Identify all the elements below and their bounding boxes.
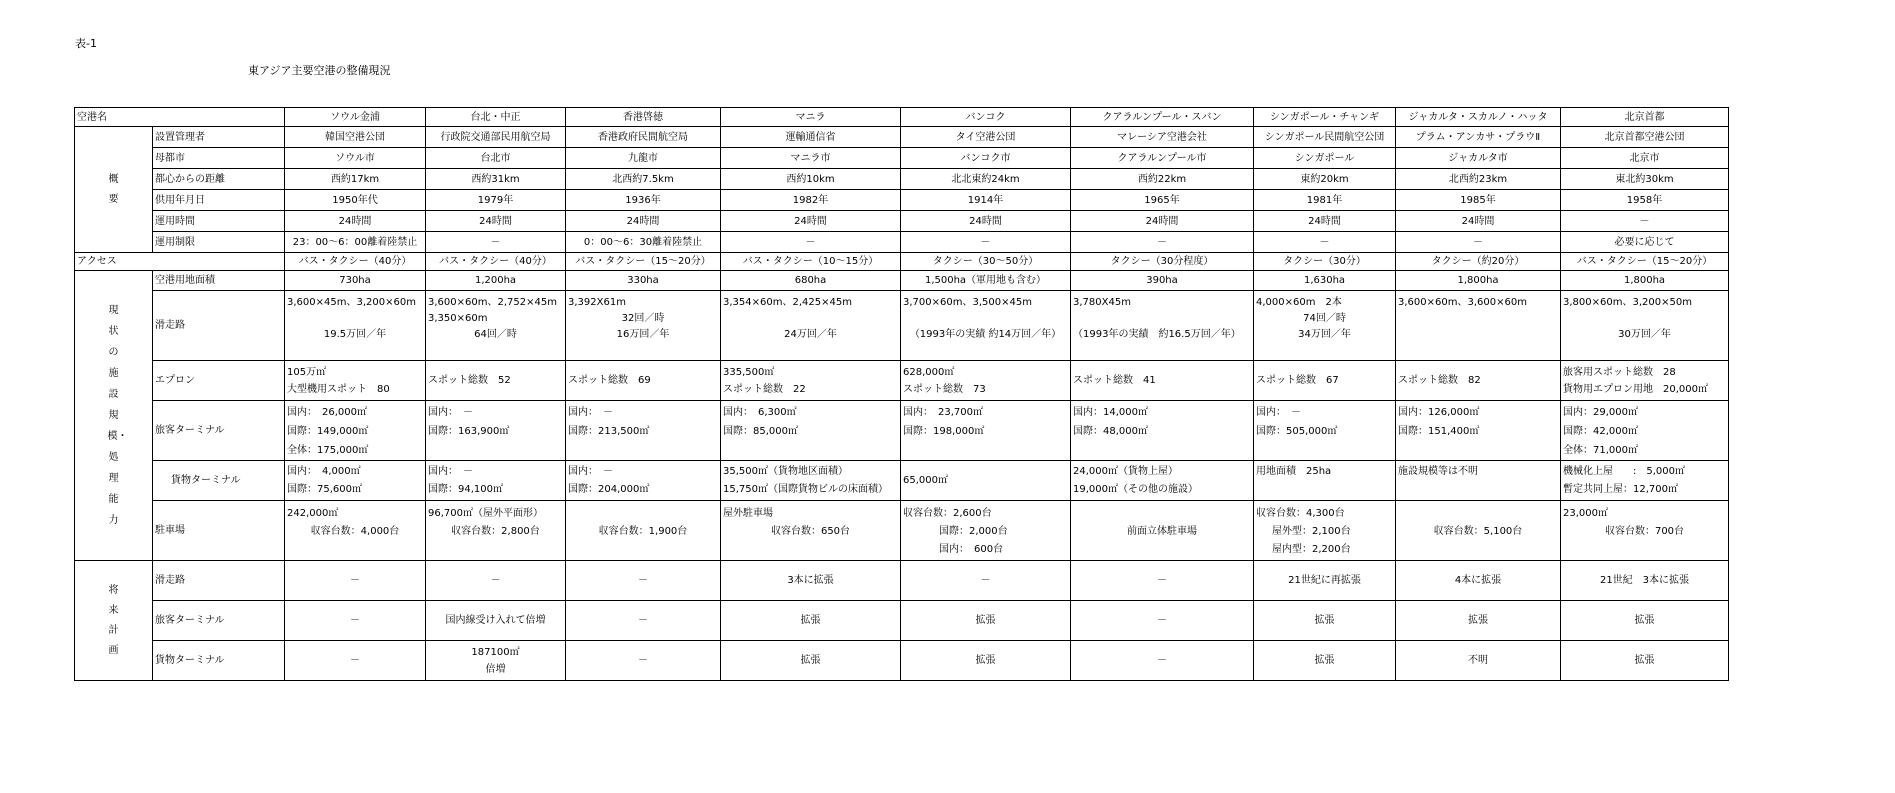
cell-line: 242,000㎡ xyxy=(287,508,339,519)
cell-line: 倍増 xyxy=(485,663,506,675)
cell xyxy=(901,501,1071,561)
cell xyxy=(1254,501,1396,561)
cell-line: （1993年の実績 約16.5万回／年） xyxy=(1073,329,1241,340)
cell-line: 32回／時 xyxy=(621,313,665,324)
cell-line: 国内： 23,700㎡ xyxy=(903,407,983,418)
cell-line: 国際：48,000㎡ xyxy=(1073,426,1148,437)
cell-line: 収容台数：2,600台 xyxy=(903,508,992,519)
cell-line: 628,000㎡ xyxy=(903,366,955,378)
cell: － xyxy=(285,641,426,681)
cell-line: 国際：94,100㎡ xyxy=(428,483,503,495)
cell: クアラルンプール市 xyxy=(1071,148,1254,169)
area-row xyxy=(75,271,1729,291)
cell-line: スポット総数 22 xyxy=(723,383,806,395)
cell-line: 30万回／年 xyxy=(1618,329,1671,340)
cell: － xyxy=(1071,601,1254,641)
cell: 1,800ha xyxy=(1396,271,1561,291)
cell: 北西約7.5km xyxy=(566,169,721,190)
cell: 拡張 xyxy=(1254,641,1396,681)
cell xyxy=(1396,291,1561,361)
cell-line: 国際：149,000㎡ xyxy=(287,426,369,437)
cell xyxy=(901,461,1071,501)
cell: － xyxy=(426,232,566,253)
cell-line: スポット総数 82 xyxy=(1398,375,1481,386)
access-row xyxy=(75,253,1729,271)
cell-line: 収容台数：700台 xyxy=(1604,526,1685,537)
row-label: 旅客ターミナル xyxy=(153,601,285,641)
cell: プラム・アンカサ・プラウⅡ xyxy=(1396,127,1561,148)
cell: シンガポール xyxy=(1254,148,1396,169)
cell: ソウル市 xyxy=(285,148,426,169)
cell-line: 収容台数：1,900台 xyxy=(598,526,688,537)
cell: 1958年 xyxy=(1561,190,1729,211)
cell: － xyxy=(721,232,901,253)
parking-row xyxy=(75,501,1729,561)
cell-line: 国際：198,000㎡ xyxy=(903,426,985,437)
overview-row xyxy=(75,211,1729,232)
cell: － xyxy=(1254,232,1396,253)
row-label: 供用年月日 xyxy=(153,190,285,211)
cell-line: 国内： － xyxy=(428,407,473,418)
section-current: 現状の施設規模・処理能力 xyxy=(75,271,153,561)
cell: 21世紀 3本に拡張 xyxy=(1561,561,1729,601)
overview-row xyxy=(75,148,1729,169)
cell-line: 国内： 600台 xyxy=(939,544,1004,555)
section-future: 将来計画 xyxy=(75,561,153,681)
airport-comparison-table xyxy=(74,107,1729,681)
cell xyxy=(426,641,566,681)
cell xyxy=(1071,461,1254,501)
cell-line: 屋外駐車場 xyxy=(723,508,773,519)
cell: ジャカルタ市 xyxy=(1396,148,1561,169)
cell: 330ha xyxy=(566,271,721,291)
cell: 台北市 xyxy=(426,148,566,169)
row-label: 滑走路 xyxy=(153,291,285,361)
cell: 必要に応じて xyxy=(1561,232,1729,253)
cell xyxy=(566,291,721,361)
cell-line: 15,750㎡（国際貨物ビルの床面積） xyxy=(723,483,888,495)
section-overview: 概要 xyxy=(75,127,153,253)
cell: 拡張 xyxy=(1396,601,1561,641)
cell: 香港政府民間航空局 xyxy=(566,127,721,148)
cell: 拡張 xyxy=(1561,641,1729,681)
cell: 1,500ha（軍用地も含む） xyxy=(901,271,1071,291)
cell-line: 335,500㎡ xyxy=(723,366,775,378)
cell xyxy=(1254,401,1396,461)
cell: － xyxy=(426,561,566,601)
row-label: 滑走路 xyxy=(153,561,285,601)
cell-line: 国内：126,000㎡ xyxy=(1398,407,1480,418)
row-label: アクセス xyxy=(75,253,285,271)
row-label: 運用制限 xyxy=(153,232,285,253)
cell-line: 3,780X45m xyxy=(1073,297,1131,308)
overview-row xyxy=(75,169,1729,190)
cell: マレーシア空港会社 xyxy=(1071,127,1254,148)
cell: － xyxy=(566,601,721,641)
cell: 24時間 xyxy=(1396,211,1561,232)
cell-line: 国内：14,000㎡ xyxy=(1073,407,1148,418)
row-label: 都心からの距離 xyxy=(153,169,285,190)
cell xyxy=(566,461,721,501)
cell: － xyxy=(1071,561,1254,601)
cell-line: 用地面積 25ha xyxy=(1256,466,1332,477)
cell-line: 国内： 6,300㎡ xyxy=(723,407,797,418)
cell: 1,800ha xyxy=(1561,271,1729,291)
cell-line: 国際：42,000㎡ xyxy=(1563,426,1638,437)
cell-line: 19.5万回／年 xyxy=(323,329,387,340)
cell xyxy=(1561,461,1729,501)
cell-line: 96,700㎡（屋外平面形） xyxy=(428,508,543,519)
runway-row xyxy=(75,291,1729,361)
cell xyxy=(426,361,566,401)
cell xyxy=(285,501,426,561)
cell xyxy=(426,291,566,361)
cell-line: 24万回／年 xyxy=(784,329,837,340)
cell-line: スポット総数 73 xyxy=(903,383,986,395)
cell xyxy=(1396,401,1561,461)
cell-line: 国際：151,400㎡ xyxy=(1398,426,1480,437)
cell xyxy=(1254,361,1396,401)
cell: 西約31km xyxy=(426,169,566,190)
airport-name: シンガポール・チャンギ xyxy=(1254,108,1396,127)
cell-line: 国際：2,000台 xyxy=(939,526,1008,537)
cell xyxy=(901,361,1071,401)
cell: － xyxy=(566,641,721,681)
cell xyxy=(566,401,721,461)
cell-line: 3,600×60m、3,600×60m xyxy=(1398,297,1527,308)
cell xyxy=(426,501,566,561)
cell: 1914年 xyxy=(901,190,1071,211)
cell xyxy=(721,401,901,461)
overview-row xyxy=(75,190,1729,211)
cell xyxy=(721,501,901,561)
cell xyxy=(285,461,426,501)
cell: － xyxy=(1071,232,1254,253)
cell xyxy=(426,461,566,501)
cell-line: 3,350×60m xyxy=(428,313,488,324)
cell-line: 24,000㎡（貨物上屋） xyxy=(1073,465,1178,477)
cell: バス・タクシー（40分） xyxy=(285,253,426,271)
cell: － xyxy=(285,561,426,601)
cell-line: 国内： 26,000㎡ xyxy=(287,407,367,418)
cell: バス・タクシー（15～20分） xyxy=(566,253,721,271)
cell-line: スポット総数 52 xyxy=(428,375,511,386)
cell: 不明 xyxy=(1396,641,1561,681)
row-label: 貨物ターミナル xyxy=(153,641,285,681)
cell: 1936年 xyxy=(566,190,721,211)
cell: 拡張 xyxy=(1561,601,1729,641)
cell: 24時間 xyxy=(1254,211,1396,232)
cell-line: 23,000㎡ xyxy=(1563,508,1608,519)
cell-line: 機械化上屋 : 5,000㎡ xyxy=(1563,465,1685,477)
cell-line: 105万㎡ xyxy=(287,366,327,378)
corner-label: 空港名 xyxy=(75,108,285,127)
cell xyxy=(1561,361,1729,401)
cell xyxy=(426,401,566,461)
cell-line: 3,392X61m xyxy=(568,297,626,308)
apron-row xyxy=(75,361,1729,401)
cell-line: 64回／時 xyxy=(474,329,517,340)
overview-row xyxy=(75,232,1729,253)
cell: － xyxy=(901,561,1071,601)
cell-line: 34万回／年 xyxy=(1298,329,1351,340)
future-row xyxy=(75,561,1729,601)
row-label: 貨物ターミナル xyxy=(153,461,285,501)
cell xyxy=(1254,461,1396,501)
cell: 0：00～6：30離着陸禁止 xyxy=(566,232,721,253)
cell: 北西約23km xyxy=(1396,169,1561,190)
cell: － xyxy=(1071,641,1254,681)
cell-line: 19,000㎡（その他の施設） xyxy=(1073,483,1198,495)
cell: タクシー（30～50分） xyxy=(901,253,1071,271)
table-title: 東アジア主要空港の整備現況 xyxy=(248,64,391,77)
cell: － xyxy=(1396,232,1561,253)
cell-line: 16万回／年 xyxy=(616,329,670,340)
cell-line: 国際：213,500㎡ xyxy=(568,426,650,437)
cell: 北京首都空港公団 xyxy=(1561,127,1729,148)
cell: マニラ市 xyxy=(721,148,901,169)
cell: 拡張 xyxy=(1254,601,1396,641)
cell: 西約22km xyxy=(1071,169,1254,190)
cell-line: 4,000×60m 2本 xyxy=(1256,297,1342,308)
cell xyxy=(1396,501,1561,561)
header-row xyxy=(75,108,1729,127)
cell: タクシー（30分） xyxy=(1254,253,1396,271)
airport-name: バンコク xyxy=(901,108,1071,127)
cell-line: 国際：75,600㎡ xyxy=(287,483,362,495)
cell-line: スポット総数 41 xyxy=(1073,375,1156,386)
cell-line: 前面立体駐車場 xyxy=(1127,526,1197,537)
cell: シンガポール民間航空公団 xyxy=(1254,127,1396,148)
cell: 1965年 xyxy=(1071,190,1254,211)
cell xyxy=(1561,401,1729,461)
cell: 24時間 xyxy=(901,211,1071,232)
airport-name: 北京首都 xyxy=(1561,108,1729,127)
cell-line: 74回／時 xyxy=(1303,313,1346,324)
cell-line: 3,600×60m、2,752×45m xyxy=(428,297,557,308)
cell-line: 収容台数：4,300台 xyxy=(1256,508,1345,519)
cell xyxy=(1396,461,1561,501)
cell xyxy=(1561,501,1729,561)
cell xyxy=(901,401,1071,461)
cell-line: （1993年の実績 約14万回／年） xyxy=(909,329,1062,340)
cell-line: 国際：163,900㎡ xyxy=(428,426,510,437)
cell-line: 収容台数：4,000台 xyxy=(310,526,400,537)
cell: 韓国空港公団 xyxy=(285,127,426,148)
cell: 拡張 xyxy=(721,601,901,641)
future-row xyxy=(75,601,1729,641)
airport-name: クアラルンプール・スバン xyxy=(1071,108,1254,127)
cell xyxy=(1071,361,1254,401)
cell-line: 屋内型：2,200台 xyxy=(1272,544,1351,555)
cell: 東北約30km xyxy=(1561,169,1729,190)
cell: 拡張 xyxy=(901,641,1071,681)
cell: 1,200ha xyxy=(426,271,566,291)
cell-line: 国内： 4,000㎡ xyxy=(287,465,361,477)
cell-line: 国内： － xyxy=(1256,407,1301,418)
row-label: 駐車場 xyxy=(153,501,285,561)
cell xyxy=(1071,501,1254,561)
row-label: 運用時間 xyxy=(153,211,285,232)
airport-name: 台北・中正 xyxy=(426,108,566,127)
cell: 1979年 xyxy=(426,190,566,211)
cell-line: 屋外型：2,100台 xyxy=(1272,526,1351,537)
cell: 東約20km xyxy=(1254,169,1396,190)
cell xyxy=(566,361,721,401)
cell: タイ空港公団 xyxy=(901,127,1071,148)
cell-line: スポット総数 69 xyxy=(568,375,651,386)
cell: 行政院交通部民用航空局 xyxy=(426,127,566,148)
cell-line: 3,700×60m、3,500×45m xyxy=(903,297,1032,308)
cell-line: 施設規模等は不明 xyxy=(1398,466,1478,477)
cell: 23：00～6：00離着陸禁止 xyxy=(285,232,426,253)
cell-line: 収容台数：2,800台 xyxy=(451,526,540,537)
cell xyxy=(901,291,1071,361)
cell-line: 3,800×60m、3,200×50m xyxy=(1563,297,1692,308)
cell-line: 国内：29,000㎡ xyxy=(1563,407,1638,418)
cell: 1950年代 xyxy=(285,190,426,211)
cell-line: 国内： － xyxy=(568,465,613,477)
cell: 21世紀に再拡張 xyxy=(1254,561,1396,601)
cell: － xyxy=(1561,211,1729,232)
cell: 730ha xyxy=(285,271,426,291)
cell: 拡張 xyxy=(721,641,901,681)
cell: タクシー（30分程度） xyxy=(1071,253,1254,271)
cell: 24時間 xyxy=(566,211,721,232)
cell xyxy=(1561,291,1729,361)
cell-line: 大型機用スポット 80 xyxy=(287,383,390,395)
cell-line: 国際：505,000㎡ xyxy=(1256,426,1338,437)
cargo-terminal-row xyxy=(75,461,1729,501)
cell: 4本に拡張 xyxy=(1396,561,1561,601)
airport-name: 香港啓徳 xyxy=(566,108,721,127)
cell: 北北東約24km xyxy=(901,169,1071,190)
row-label: 空港用地面積 xyxy=(153,271,285,291)
cell: 1982年 xyxy=(721,190,901,211)
cell: － xyxy=(285,601,426,641)
cell-line: 収容台数：650台 xyxy=(770,526,851,537)
cell: 西約10km xyxy=(721,169,901,190)
cell: 390ha xyxy=(1071,271,1254,291)
cell: 1985年 xyxy=(1396,190,1561,211)
cell: 24時間 xyxy=(721,211,901,232)
cell xyxy=(1254,291,1396,361)
cell: － xyxy=(901,232,1071,253)
cell-line: 3,600×45m、3,200×60m xyxy=(287,297,416,308)
cell-line: 187100㎡ xyxy=(471,646,520,658)
cell: タクシー（約20分） xyxy=(1396,253,1561,271)
cell: － xyxy=(566,561,721,601)
cell xyxy=(721,361,901,401)
cell: 3本に拡張 xyxy=(721,561,901,601)
cell-line: 国際：204,000㎡ xyxy=(568,483,650,495)
cell-line: 収容台数：5,100台 xyxy=(1433,526,1523,537)
row-label: 旅客ターミナル xyxy=(153,401,285,461)
cell xyxy=(285,361,426,401)
cell xyxy=(1396,361,1561,401)
cell-line: 3,354×60m、2,425×45m xyxy=(723,297,852,308)
cell: 24時間 xyxy=(285,211,426,232)
cell xyxy=(721,291,901,361)
cell: 24時間 xyxy=(1071,211,1254,232)
cell: バス・タクシー（15～20分） xyxy=(1561,253,1729,271)
cell: バス・タクシー（40分） xyxy=(426,253,566,271)
cell-line: 全体：175,000㎡ xyxy=(287,445,369,456)
airport-name: ジャカルタ・スカルノ・ハッタ xyxy=(1396,108,1561,127)
overview-row xyxy=(75,127,1729,148)
row-label: エプロン xyxy=(153,361,285,401)
cell-line: 貨物用エプロン用地 20,000㎡ xyxy=(1563,383,1708,395)
airport-name: ソウル金浦 xyxy=(285,108,426,127)
cell xyxy=(566,501,721,561)
cell: 九龍市 xyxy=(566,148,721,169)
cell-line: 国内： － xyxy=(568,407,613,418)
cell-line: スポット総数 67 xyxy=(1256,375,1339,386)
cell: バンコク市 xyxy=(901,148,1071,169)
cell: 運輸通信省 xyxy=(721,127,901,148)
future-row xyxy=(75,641,1729,681)
airport-name: マニラ xyxy=(721,108,901,127)
cell-line: 35,500㎡（貨物地区面積） xyxy=(723,465,848,477)
cell-line: 国内： － xyxy=(428,465,473,477)
cell-line: 国際：85,000㎡ xyxy=(723,426,798,437)
cell: 680ha xyxy=(721,271,901,291)
cell-line: 旅客用スポット総数 28 xyxy=(1563,366,1676,378)
cell: 西約17km xyxy=(285,169,426,190)
cell xyxy=(285,401,426,461)
cell xyxy=(285,291,426,361)
cell: 1981年 xyxy=(1254,190,1396,211)
cell xyxy=(1071,291,1254,361)
row-label: 設置管理者 xyxy=(153,127,285,148)
cell: 1,630ha xyxy=(1254,271,1396,291)
cell xyxy=(1071,401,1254,461)
passenger-terminal-row xyxy=(75,401,1729,461)
cell: バス・タクシー（10～15分） xyxy=(721,253,901,271)
cell: 北京市 xyxy=(1561,148,1729,169)
cell xyxy=(721,461,901,501)
cell: 拡張 xyxy=(901,601,1071,641)
cell-line: 65,000㎡ xyxy=(903,475,948,486)
cell-line: 全体：71,000㎡ xyxy=(1563,445,1638,456)
row-label: 母都市 xyxy=(153,148,285,169)
cell: 国内線受け入れて倍増 xyxy=(426,601,566,641)
sheet-label: 表-1 xyxy=(75,37,97,50)
cell-line: 暫定共同上屋：12,700㎡ xyxy=(1563,483,1678,495)
cell: 24時間 xyxy=(426,211,566,232)
